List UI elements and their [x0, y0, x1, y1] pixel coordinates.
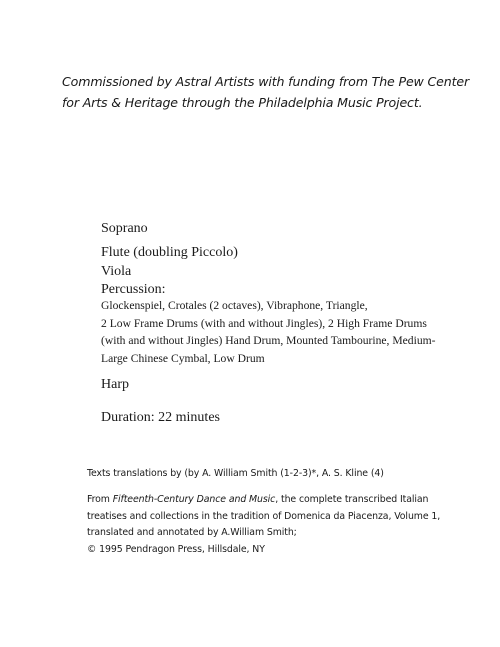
percussion-line: 2 Low Frame Drums (with and without Jingles), 2 High Frame Drums — [101, 316, 427, 330]
source-line-3: translated and annotated by A.William Smith; — [87, 527, 297, 538]
instrument-harp: Harp — [101, 377, 129, 392]
instrument-flute: Flute (doubling Piccolo) — [101, 245, 238, 260]
percussion-heading: Percussion: — [101, 282, 166, 297]
source-line-1 — [87, 492, 487, 509]
source-book-title: Fifteenth-Century Dance and Music — [112, 494, 276, 505]
translations-credit: Texts translations by (by A. William Smith (1-2-3)*, A. S. Kline (4) — [87, 468, 384, 479]
commission-line-2: for Arts & Heritage through the Philadelphia Music Project. — [62, 95, 423, 110]
percussion-line: Large Chinese Cymbal, Low Drum — [101, 351, 265, 365]
voice-soprano: Soprano — [101, 221, 148, 236]
source-suffix: , the complete transcribed Italian — [275, 494, 429, 505]
commission-note — [62, 71, 482, 113]
instrument-viola: Viola — [101, 264, 132, 279]
percussion-line: Glockenspiel, Crotales (2 octaves), Vibraphone, Triangle, — [101, 299, 368, 312]
commission-line-1: Commissioned by Astral Artists with funding from The Pew Center — [62, 74, 470, 89]
source-line-2: treatises and collections in the tradition of Domenica da Piacenza, Volume 1, — [87, 510, 441, 522]
copyright-line: © 1995 Pendragon Press, Hillsdale, NY — [87, 543, 265, 555]
duration: Duration: 22 minutes — [101, 410, 220, 425]
percussion-list — [101, 297, 471, 367]
source-credit — [87, 492, 487, 558]
percussion-line: (with and without Jingles) Hand Drum, Mounted Tambourine, Medium- — [101, 334, 436, 347]
source-prefix: From — [87, 494, 113, 505]
